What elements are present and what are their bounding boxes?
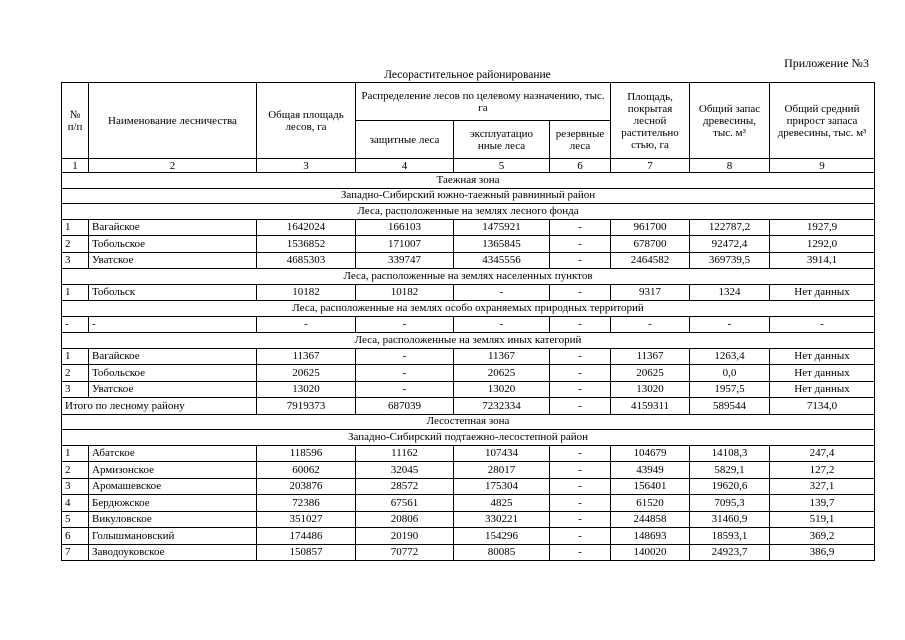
table-cell: 961700 xyxy=(611,219,690,236)
table-cell: - xyxy=(550,528,611,545)
table-row xyxy=(62,236,875,253)
table-cell: 43949 xyxy=(611,462,690,479)
table-cell: 154296 xyxy=(454,528,550,545)
header-protective: защитные леса xyxy=(356,121,454,159)
table-cell: 4 xyxy=(62,495,89,512)
section-header-text: Лесостепная зона xyxy=(62,414,875,430)
section-header-row xyxy=(62,173,875,189)
header-total-area: Общая площадь лесов, га xyxy=(257,83,356,159)
total-label: Итого по лесному району xyxy=(62,398,257,415)
forestry-name-cell: Голышмановский xyxy=(89,528,257,545)
column-number-cell: 8 xyxy=(690,159,770,173)
table-row xyxy=(62,381,875,398)
table-cell: 156401 xyxy=(611,478,690,495)
section-header-row xyxy=(62,269,875,285)
table-body xyxy=(62,173,875,561)
section-header-text: Леса, расположенные на землях лесного фонда xyxy=(62,204,875,220)
total-cell: 7232334 xyxy=(454,398,550,415)
table-cell: 32045 xyxy=(356,462,454,479)
table-cell: 92472,4 xyxy=(690,236,770,253)
table-cell: 3 xyxy=(62,381,89,398)
total-cell: 687039 xyxy=(356,398,454,415)
table-cell: 171007 xyxy=(356,236,454,253)
column-number-cell: 6 xyxy=(550,159,611,173)
table-cell: 61520 xyxy=(611,495,690,512)
table-cell: 174486 xyxy=(257,528,356,545)
table-cell: 3914,1 xyxy=(770,252,875,269)
header-distribution: Распределение лесов по целевому назначению, тыс. га xyxy=(356,83,611,121)
forestry-name-cell: Бердюжское xyxy=(89,495,257,512)
table-cell: 247,4 xyxy=(770,445,875,462)
table-cell: 175304 xyxy=(454,478,550,495)
section-header-text: Леса, расположенные на землях населенных пунктов xyxy=(62,269,875,285)
section-header-row xyxy=(62,430,875,446)
column-number-row xyxy=(62,159,875,173)
table-cell: - xyxy=(257,316,356,333)
column-number-cell: 3 xyxy=(257,159,356,173)
table-cell: - xyxy=(550,316,611,333)
table-cell: 327,1 xyxy=(770,478,875,495)
table-cell: 7095,3 xyxy=(690,495,770,512)
section-header-row xyxy=(62,414,875,430)
section-header-row xyxy=(62,204,875,220)
total-row xyxy=(62,398,875,415)
table-cell: 20625 xyxy=(257,365,356,382)
table-row xyxy=(62,348,875,365)
table-cell: 122787,2 xyxy=(690,219,770,236)
table-cell: 203876 xyxy=(257,478,356,495)
table-cell: 1 xyxy=(62,284,89,301)
table-cell: 11367 xyxy=(454,348,550,365)
table-cell: - xyxy=(550,219,611,236)
header-growth: Общий средний прирост запаса древесины, тыс. м³ xyxy=(770,83,875,159)
table-cell: - xyxy=(550,478,611,495)
table-cell: - xyxy=(356,348,454,365)
table-cell: 20625 xyxy=(454,365,550,382)
table-cell: 330221 xyxy=(454,511,550,528)
table-cell: 24923,7 xyxy=(690,544,770,561)
forestry-name-cell: Викуловское xyxy=(89,511,257,528)
table-cell: 1365845 xyxy=(454,236,550,253)
total-cell: 7919373 xyxy=(257,398,356,415)
table-row xyxy=(62,284,875,301)
table-row xyxy=(62,219,875,236)
table-row xyxy=(62,528,875,545)
table-cell: - xyxy=(550,236,611,253)
table-cell: 10182 xyxy=(257,284,356,301)
forestry-name-cell: Аромашевское xyxy=(89,478,257,495)
table-cell: 60062 xyxy=(257,462,356,479)
table-cell: Нет данных xyxy=(770,365,875,382)
table-cell: 20806 xyxy=(356,511,454,528)
table-caption: Лесорастительное районирование xyxy=(384,69,551,81)
section-header-text: Леса, расположенные на землях особо охраняемых природных территорий xyxy=(62,301,875,317)
table-cell: 80085 xyxy=(454,544,550,561)
table-cell: 4345556 xyxy=(454,252,550,269)
table-cell: 148693 xyxy=(611,528,690,545)
table-cell: Нет данных xyxy=(770,348,875,365)
table-cell: 28017 xyxy=(454,462,550,479)
header-reserve: резервные леса xyxy=(550,121,611,159)
section-header-row xyxy=(62,333,875,349)
header-stock: Общий запас древесины, тыс. м³ xyxy=(690,83,770,159)
table-row xyxy=(62,316,875,333)
table-cell: 1642024 xyxy=(257,219,356,236)
table-cell: - xyxy=(62,316,89,333)
section-header-text: Западно-Сибирский южно-таежный равнинный район xyxy=(62,188,875,204)
table-row xyxy=(62,365,875,382)
table-cell: - xyxy=(454,316,550,333)
forestry-name-cell: Тобольск xyxy=(89,284,257,301)
forestry-name-cell: Тобольское xyxy=(89,365,257,382)
table-cell: 2 xyxy=(62,365,89,382)
table-cell: 0,0 xyxy=(690,365,770,382)
forestry-name-cell: Вагайское xyxy=(89,348,257,365)
table-cell: - xyxy=(770,316,875,333)
forest-zoning-table xyxy=(61,82,875,561)
table-cell: 1536852 xyxy=(257,236,356,253)
total-cell: 589544 xyxy=(690,398,770,415)
table-cell: 9317 xyxy=(611,284,690,301)
forestry-name-cell: Уватское xyxy=(89,381,257,398)
table-cell: - xyxy=(356,365,454,382)
table-cell: 6 xyxy=(62,528,89,545)
table-cell: - xyxy=(550,348,611,365)
section-header-text: Леса, расположенные на землях иных категорий xyxy=(62,333,875,349)
table-cell: - xyxy=(550,544,611,561)
table-cell: 13020 xyxy=(257,381,356,398)
table-cell: 1475921 xyxy=(454,219,550,236)
table-cell: 118596 xyxy=(257,445,356,462)
table-cell: 1 xyxy=(62,348,89,365)
column-number-cell: 2 xyxy=(89,159,257,173)
table-cell: 104679 xyxy=(611,445,690,462)
table-cell: 1927,9 xyxy=(770,219,875,236)
header-exploitation: эксплуатацио нные леса xyxy=(454,121,550,159)
table-cell: 1292,0 xyxy=(770,236,875,253)
table-cell: 18593,1 xyxy=(690,528,770,545)
table-cell: 2 xyxy=(62,236,89,253)
forestry-name-cell: Армизонское xyxy=(89,462,257,479)
table-cell: 150857 xyxy=(257,544,356,561)
section-header-text: Западно-Сибирский подтаежно-лесостепной район xyxy=(62,430,875,446)
table-cell: - xyxy=(550,445,611,462)
table-cell: 4825 xyxy=(454,495,550,512)
column-number-cell: 1 xyxy=(62,159,89,173)
table-cell: - xyxy=(550,511,611,528)
table-cell: 11367 xyxy=(611,348,690,365)
table-cell: - xyxy=(690,316,770,333)
header-name: Наименование лесничества xyxy=(89,83,257,159)
section-header-text: Таежная зона xyxy=(62,173,875,189)
table-cell: 10182 xyxy=(356,284,454,301)
table-cell: - xyxy=(356,381,454,398)
table-cell: 67561 xyxy=(356,495,454,512)
table-cell: - xyxy=(550,462,611,479)
table-cell: 19620,6 xyxy=(690,478,770,495)
table-row xyxy=(62,495,875,512)
table-cell: 678700 xyxy=(611,236,690,253)
table-cell: 11367 xyxy=(257,348,356,365)
table-cell: 140020 xyxy=(611,544,690,561)
table-row xyxy=(62,252,875,269)
table-cell: 3 xyxy=(62,478,89,495)
table-cell: Нет данных xyxy=(770,284,875,301)
table-cell: 11162 xyxy=(356,445,454,462)
table-row xyxy=(62,445,875,462)
table-cell: 7 xyxy=(62,544,89,561)
forestry-name-cell: Абатское xyxy=(89,445,257,462)
table-cell: 369739,5 xyxy=(690,252,770,269)
table-cell: 386,9 xyxy=(770,544,875,561)
table-cell: 13020 xyxy=(611,381,690,398)
header-num: № п/п xyxy=(62,83,89,159)
table-cell: 369,2 xyxy=(770,528,875,545)
table-cell: 5829,1 xyxy=(690,462,770,479)
table-cell: 1 xyxy=(62,445,89,462)
table-cell: 519,1 xyxy=(770,511,875,528)
total-cell: 7134,0 xyxy=(770,398,875,415)
table-cell: 351027 xyxy=(257,511,356,528)
column-number-cell: 7 xyxy=(611,159,690,173)
table-cell: 127,2 xyxy=(770,462,875,479)
table-cell: 1324 xyxy=(690,284,770,301)
table-row xyxy=(62,462,875,479)
column-number-cell: 5 xyxy=(454,159,550,173)
table-cell: - xyxy=(356,316,454,333)
table-cell: 1 xyxy=(62,219,89,236)
table-cell: 3 xyxy=(62,252,89,269)
forestry-name-cell: Заводоуковское xyxy=(89,544,257,561)
forestry-name-cell: Тобольское xyxy=(89,236,257,253)
table-cell: 20625 xyxy=(611,365,690,382)
table-cell: - xyxy=(550,495,611,512)
table-cell: - xyxy=(550,284,611,301)
appendix-label: Приложение №3 xyxy=(784,56,869,70)
forest-table-container xyxy=(61,69,874,561)
table-cell: 70772 xyxy=(356,544,454,561)
total-cell: - xyxy=(550,398,611,415)
table-cell: 339747 xyxy=(356,252,454,269)
table-cell: 20190 xyxy=(356,528,454,545)
total-cell: 4159311 xyxy=(611,398,690,415)
table-cell: 1263,4 xyxy=(690,348,770,365)
column-number-cell: 4 xyxy=(356,159,454,173)
section-header-row xyxy=(62,188,875,204)
table-cell: 2 xyxy=(62,462,89,479)
section-header-row xyxy=(62,301,875,317)
table-row xyxy=(62,511,875,528)
table-cell: - xyxy=(611,316,690,333)
table-cell: 14108,3 xyxy=(690,445,770,462)
table-cell: 4685303 xyxy=(257,252,356,269)
forestry-name-cell: - xyxy=(89,316,257,333)
table-cell: 139,7 xyxy=(770,495,875,512)
header-covered-area: Площадь, покрытая лесной растительно стью, га xyxy=(611,83,690,159)
table-cell: Нет данных xyxy=(770,381,875,398)
table-cell: - xyxy=(454,284,550,301)
table-cell: 166103 xyxy=(356,219,454,236)
table-cell: 244858 xyxy=(611,511,690,528)
table-cell: 2464582 xyxy=(611,252,690,269)
table-cell: 28572 xyxy=(356,478,454,495)
forestry-name-cell: Уватское xyxy=(89,252,257,269)
table-cell: 72386 xyxy=(257,495,356,512)
table-cell: 107434 xyxy=(454,445,550,462)
table-cell: 31460,9 xyxy=(690,511,770,528)
table-cell: 5 xyxy=(62,511,89,528)
table-cell: 13020 xyxy=(454,381,550,398)
table-cell: - xyxy=(550,365,611,382)
table-row xyxy=(62,544,875,561)
table-cell: 1957,5 xyxy=(690,381,770,398)
table-cell: - xyxy=(550,252,611,269)
column-number-cell: 9 xyxy=(770,159,875,173)
forestry-name-cell: Вагайское xyxy=(89,219,257,236)
table-row xyxy=(62,478,875,495)
table-cell: - xyxy=(550,381,611,398)
